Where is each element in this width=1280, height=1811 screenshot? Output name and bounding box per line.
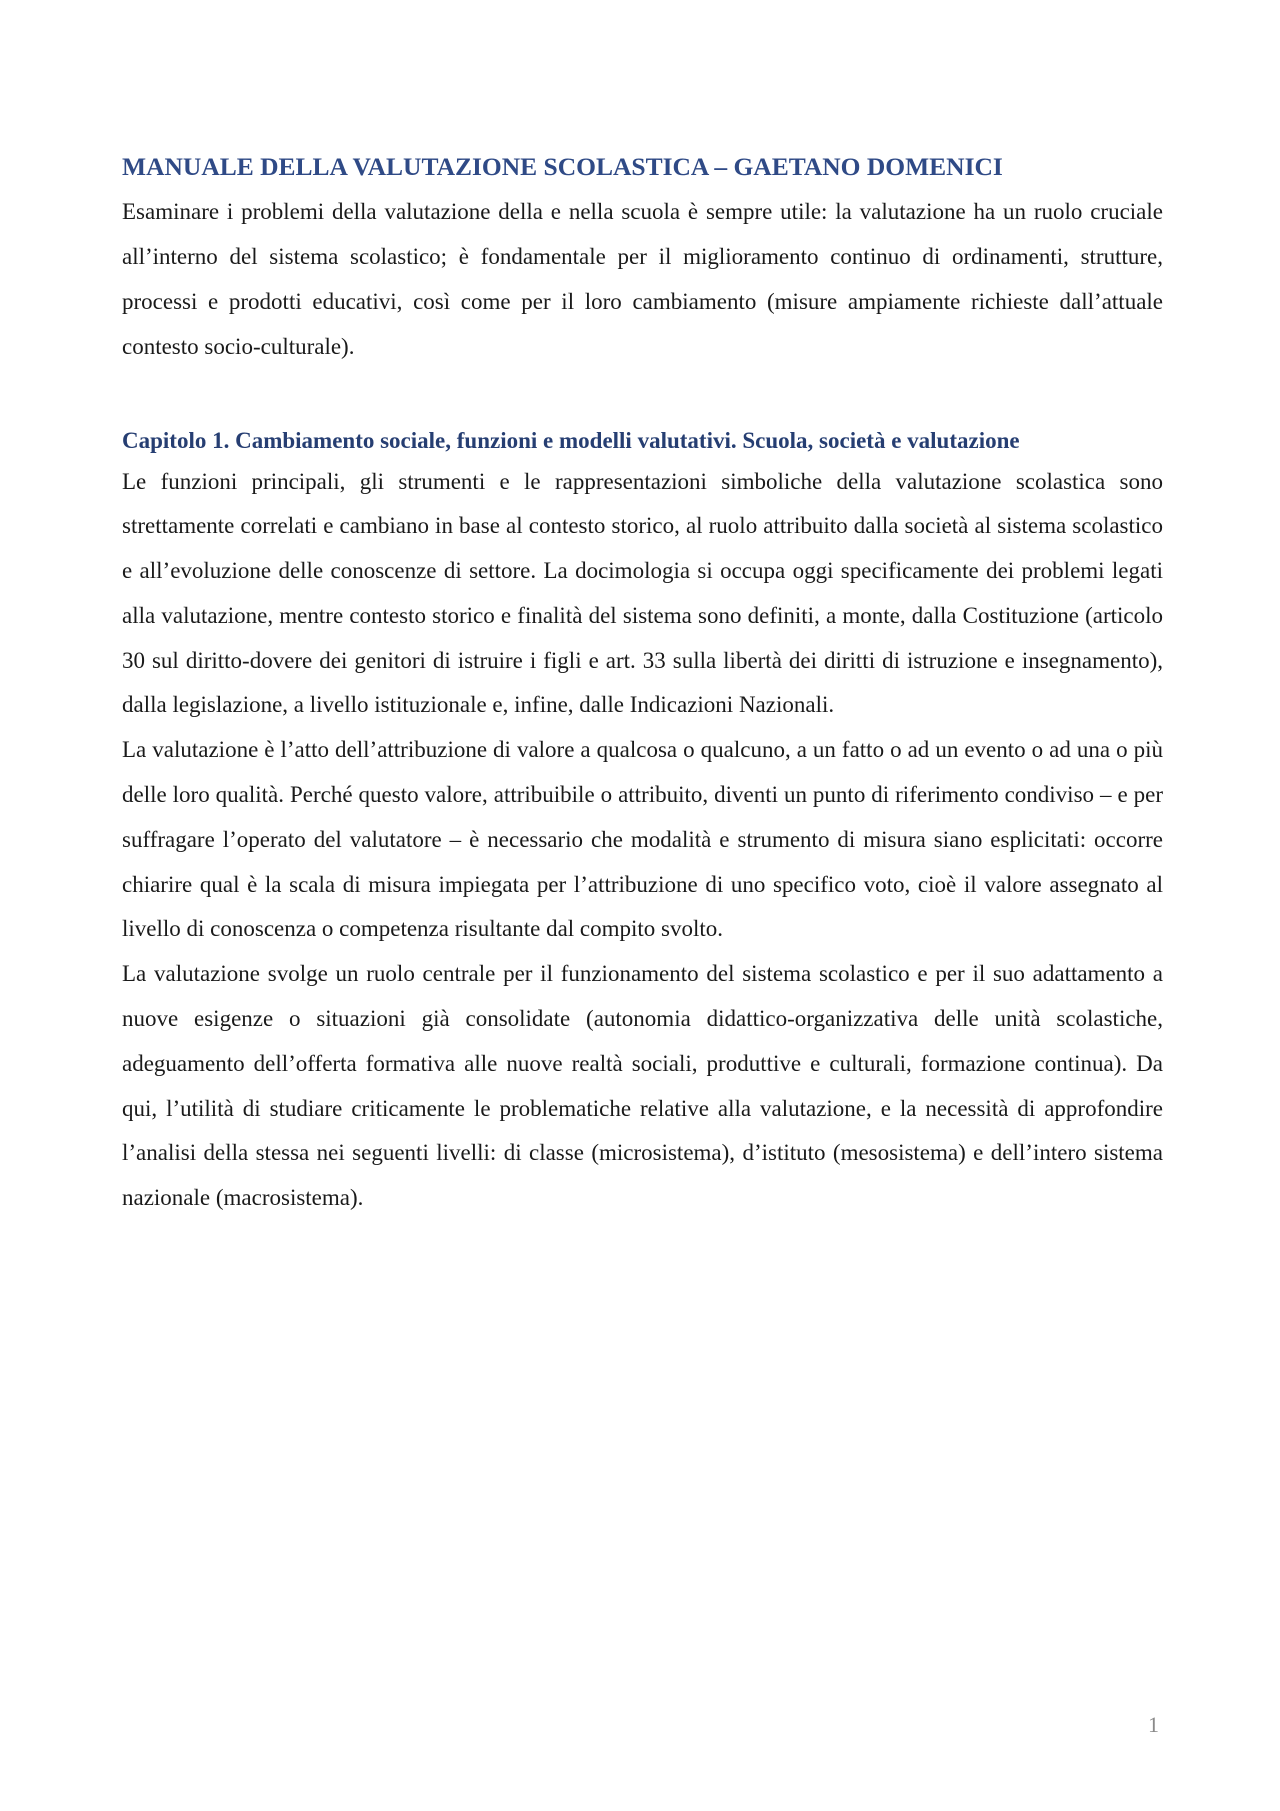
- intro-paragraph: Esaminare i problemi della valutazione della e nella scuola è sempre utile: la valutazione ha un ruolo cruciale all’interno del sistema scolastico; è fondamentale per il miglioramento continuo di ordinamenti, strutture, processi e prodotti educativi, così come per il loro cambiamento (misure ampiamente richieste dall’attuale contesto socio-culturale).: [122, 199, 1163, 359]
- body-paragraph: La valutazione svolge un ruolo centrale per il funzionamento del sistema scolastico e per il suo adattamento a nuove esigenze o situazioni già consolidate (autonomia didattico-organizzativa delle unità scolastiche, adeguamento dell’offerta formativa alle nuove realtà sociali, produttive e culturali, formazione continua). Da qui, l’utilità di studiare criticamente le problematiche relative alla valutazione, e la necessità di approfondire l’analisi della stessa nei seguenti livelli: di classe (microsistema), d’istituto (mesosistema) e dell’intero sistema nazionale (macrosistema).: [122, 961, 1163, 1211]
- chapter-title: Capitolo 1. Cambiamento sociale, funzioni e modelli valutativi. Scuola, società e valutazione: [122, 427, 1020, 453]
- body-paragraph: Le funzioni principali, gli strumenti e le rappresentazioni simboliche della valutazione scolastica sono strettamente correlati e cambiano in base al contesto storico, al ruolo attribuito dalla società al sistema scolastico e all’evoluzione delle conoscenze di settore. La docimologia si occupa oggi specificamente dei problemi legati alla valutazione, mentre contesto storico e finalità del sistema sono definiti, a monte, dalla Costituzione (articolo 30 sul diritto-dovere dei genitori di istruire i figli e art. 33 sulla libertà dei diritti di istruzione e insegnamento), dalla legislazione, a livello istituzionale e, infine, dalle Indicazioni Nazionali.: [122, 468, 1163, 718]
- page-number: 1: [1148, 1712, 1159, 1737]
- body-paragraph: La valutazione è l’atto dell’attribuzione di valore a qualcosa o qualcuno, a un fatto o ad un evento o ad una o più delle loro qualità. Perché questo valore, attribuibile o attribuito, diventi un punto di riferimento condiviso – e per suffragare l’operato del valutatore – è necessario che modalità e strumento di misura siano esplicitati: occorre chiarire qual è la scala di misura impiegata per l’attribuzione di uno specifico voto, cioè il valore assegnato al livello di conoscenza o competenza risultante dal compito svolto.: [122, 737, 1163, 942]
- document-page: [122, 150, 1163, 1221]
- document-title: MANUALE DELLA VALUTAZIONE SCOLASTICA – GAETANO DOMENICI: [122, 152, 1003, 181]
